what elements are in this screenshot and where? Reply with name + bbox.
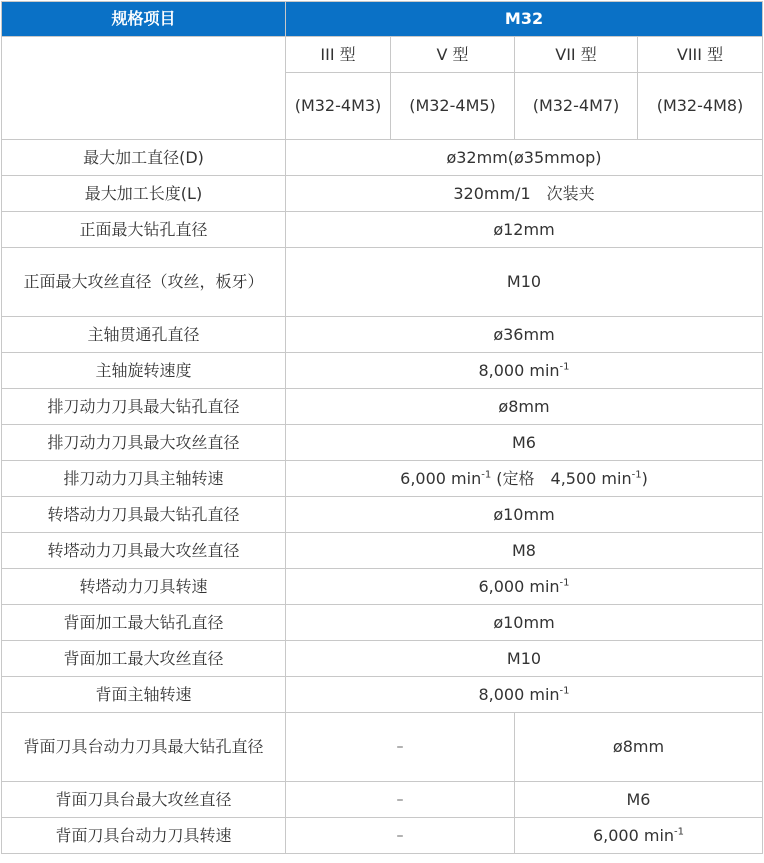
row-label: 转塔动力刀具转速: [2, 569, 286, 605]
table-row: [2, 248, 763, 317]
row-value: ø8mm: [515, 713, 763, 782]
table-row: [2, 176, 763, 212]
table-row: [2, 782, 763, 818]
row-label: 主轴贯通孔直径: [2, 317, 286, 353]
table-row: [2, 569, 763, 605]
value-text: 6,000 min: [592, 825, 675, 845]
row-value: 320mm/1 次装夹: [286, 176, 763, 212]
table-row: [2, 461, 763, 497]
row-label: 排刀动力刀具最大攻丝直径: [2, 425, 286, 461]
row-value: [286, 353, 763, 389]
table-row: [2, 497, 763, 533]
value-exponent: -1: [631, 469, 642, 481]
row-value: [515, 818, 763, 854]
table-row: [2, 389, 763, 425]
row-value-dash: –: [286, 782, 515, 818]
value-text: (定格 4,500 min: [491, 468, 632, 488]
row-value-dash: –: [286, 713, 515, 782]
value-text: ): [641, 468, 648, 488]
row-value: ø32mm(ø35mmop): [286, 140, 763, 176]
row-label: 背面主轴转速: [2, 677, 286, 713]
value-text: 6,000 min: [400, 468, 482, 488]
type-name: VIII 型: [638, 37, 763, 73]
row-value: M10: [286, 641, 763, 677]
row-label: 正面最大钻孔直径: [2, 212, 286, 248]
row-value: ø36mm: [286, 317, 763, 353]
row-label: 背面刀具台动力刀具转速: [2, 818, 286, 854]
row-value: ø12mm: [286, 212, 763, 248]
value-exponent: -1: [674, 826, 685, 838]
row-value: M10: [286, 248, 763, 317]
row-label: 最大加工长度(L): [2, 176, 286, 212]
row-value: [286, 677, 763, 713]
spec-table: [1, 1, 763, 854]
table-row: [2, 425, 763, 461]
row-value-dash: –: [286, 818, 515, 854]
type-name: III 型: [286, 37, 391, 73]
type-name: V 型: [391, 37, 515, 73]
row-label: 转塔动力刀具最大攻丝直径: [2, 533, 286, 569]
table-row: [2, 641, 763, 677]
row-value: [286, 569, 763, 605]
row-value: [286, 461, 763, 497]
row-label: 最大加工直径(D): [2, 140, 286, 176]
table-header-row: [2, 2, 763, 37]
row-value: ø10mm: [286, 605, 763, 641]
row-label: 排刀动力刀具最大钻孔直径: [2, 389, 286, 425]
row-label: 背面加工最大攻丝直径: [2, 641, 286, 677]
value-text: 6,000 min: [478, 576, 560, 596]
type-code: (M32-4M7): [515, 73, 638, 140]
header-item-label: 规格项目: [2, 2, 286, 37]
row-label: 排刀动力刀具主轴转速: [2, 461, 286, 497]
value-text: 8,000 min: [478, 360, 560, 380]
row-label: 背面加工最大钻孔直径: [2, 605, 286, 641]
table-row: [2, 140, 763, 176]
value-exponent: -1: [559, 577, 570, 589]
row-value: ø8mm: [286, 389, 763, 425]
row-value: ø10mm: [286, 497, 763, 533]
table-row: [2, 533, 763, 569]
value-exponent: -1: [481, 469, 492, 481]
table-row: [2, 818, 763, 854]
table-row: [2, 317, 763, 353]
type-code: (M32-4M5): [391, 73, 515, 140]
row-value: M6: [515, 782, 763, 818]
table-row: [2, 677, 763, 713]
table-row: [2, 212, 763, 248]
row-label: 背面刀具台最大攻丝直径: [2, 782, 286, 818]
table-row: [2, 713, 763, 782]
value-exponent: -1: [559, 685, 570, 697]
row-label: 主轴旋转速度: [2, 353, 286, 389]
row-label: 背面刀具台动力刀具最大钻孔直径: [2, 713, 286, 782]
row-value: M6: [286, 425, 763, 461]
type-code: (M32-4M8): [638, 73, 763, 140]
row-value: M8: [286, 533, 763, 569]
row-label: 转塔动力刀具最大钻孔直径: [2, 497, 286, 533]
value-text: 8,000 min: [478, 684, 560, 704]
type-code: (M32-4M3): [286, 73, 391, 140]
table-row: [2, 353, 763, 389]
type-name: VII 型: [515, 37, 638, 73]
table-row: [2, 605, 763, 641]
header-model: M32: [286, 2, 763, 37]
empty-cell: [2, 37, 286, 140]
type-name-row: [2, 37, 763, 73]
row-label: 正面最大攻丝直径（攻丝，板牙）: [2, 248, 286, 317]
value-exponent: -1: [559, 361, 570, 373]
